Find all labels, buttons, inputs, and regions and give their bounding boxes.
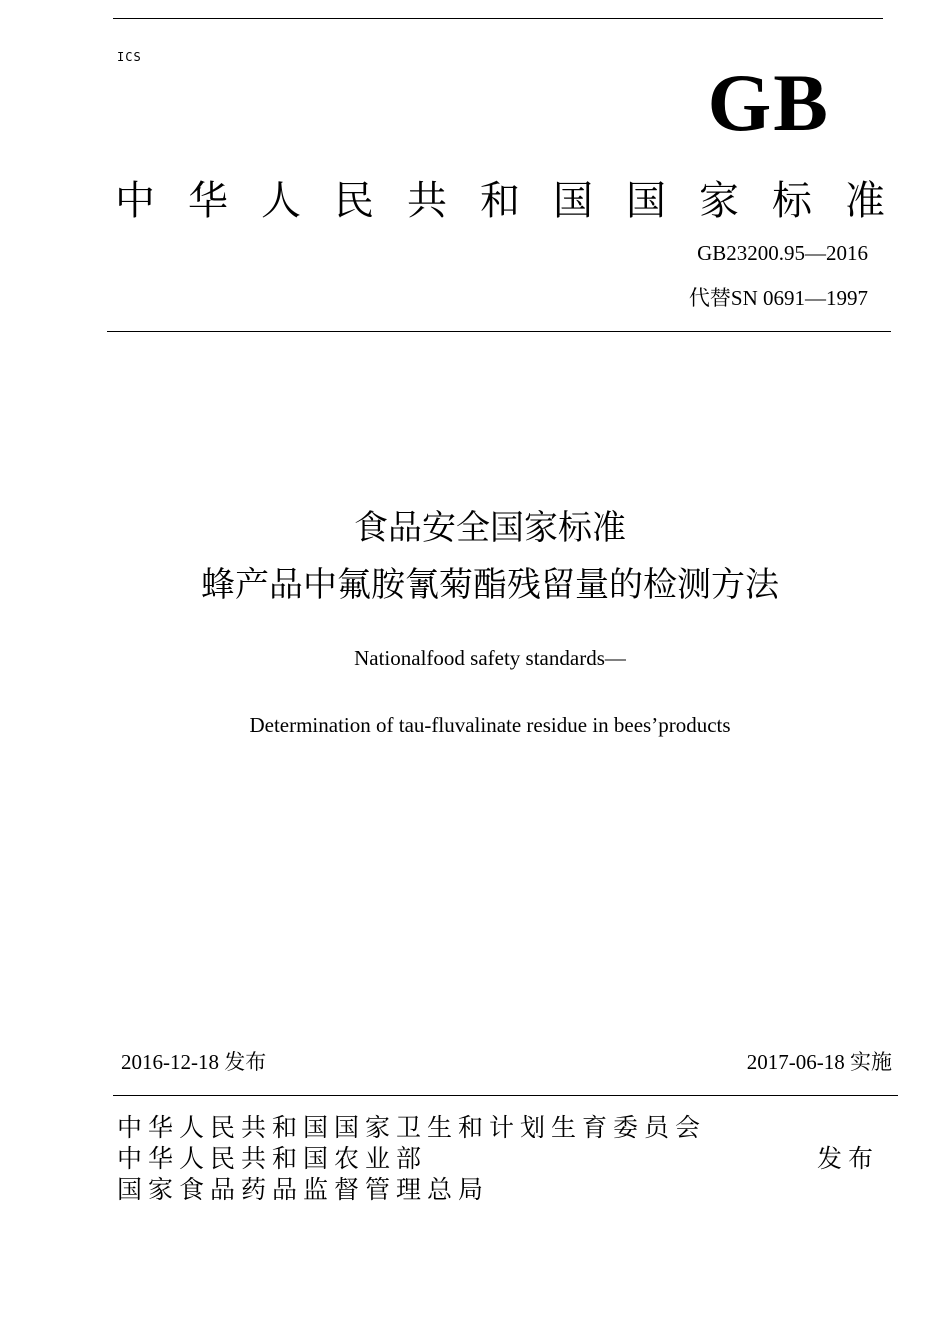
heading-char: 国 (553, 178, 593, 224)
heading-char: 国 (626, 178, 666, 224)
heading-char: 和 (480, 178, 520, 224)
issuer-line2: 中华人民共和国农业部 (117, 1144, 428, 1173)
title-en-line1: Nationalfood safety standards— (354, 646, 626, 670)
heading-char: 准 (845, 178, 885, 224)
standard-number: GB23200.95—2016 (697, 241, 868, 265)
issuer-line1: 中华人民共和国国家卫生和计划生育委员会 (117, 1113, 707, 1142)
national-standard-heading (115, 176, 885, 226)
publish-label: 发布 (817, 1144, 880, 1173)
replaces-standard: 代替SN 0691—1997 (688, 286, 868, 310)
footer-divider (113, 1095, 898, 1096)
heading-char: 共 (407, 178, 447, 224)
issue-date: 2016-12-18 发布 (121, 1050, 267, 1074)
title-en-line2: Determination of tau-fluvalinate residue in bees’products (249, 713, 731, 737)
title-cn-line2: 蜂产品中氟胺氰菊酯残留量的检测方法 (201, 565, 779, 605)
effective-date: 2017-06-18 实施 (746, 1050, 892, 1074)
heading-char: 人 (261, 178, 301, 224)
heading-char: 中 (115, 178, 155, 224)
gb-logo: GB (707, 57, 830, 148)
ics-label: ICS (117, 50, 142, 64)
title-cn-line1: 食品安全国家标准 (354, 508, 626, 548)
top-rule (113, 18, 883, 19)
heading-char: 民 (334, 178, 374, 224)
heading-char: 家 (699, 178, 739, 224)
issuer-line3: 国家食品药品监督管理总局 (117, 1175, 490, 1204)
heading-char: 标 (772, 178, 812, 224)
heading-char: 华 (188, 178, 228, 224)
header-divider (107, 331, 891, 332)
